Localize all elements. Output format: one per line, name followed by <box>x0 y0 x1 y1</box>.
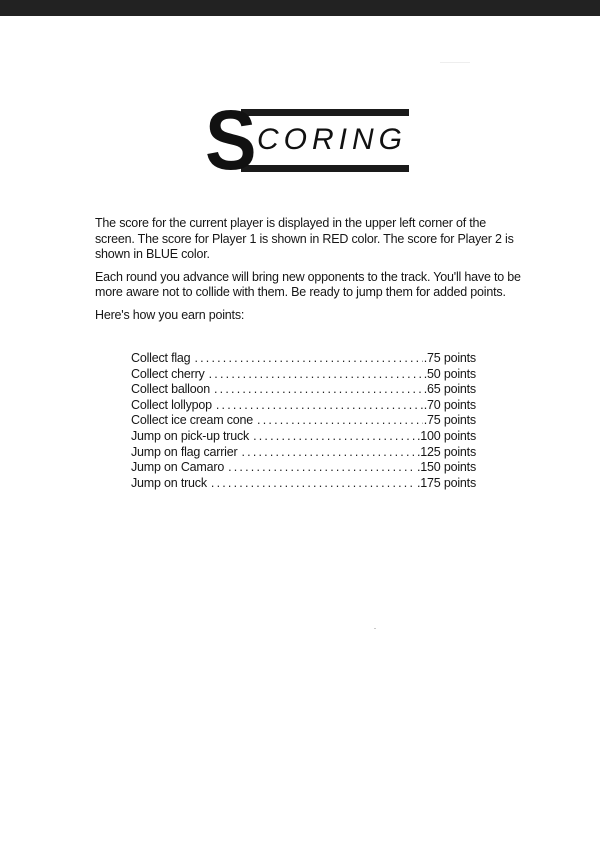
points-item-label: Collect flag <box>131 351 191 365</box>
points-item-value: .75 points <box>423 413 476 428</box>
points-item-label: Jump on pick-up truck <box>131 428 250 443</box>
points-item-label: Collect lollypop <box>131 397 212 412</box>
points-item-value: .70 points <box>423 397 476 412</box>
paragraph-points-intro: Here's how you earn points: <box>95 307 245 322</box>
points-row <box>131 398 476 414</box>
points-item-label: Collect balloon <box>131 382 210 397</box>
points-item-value: .50 points <box>423 366 476 381</box>
points-item-label: Collect ice cream cone <box>131 413 254 428</box>
dot-leader <box>216 398 423 414</box>
points-row <box>131 429 476 445</box>
points-item-value: .150 points <box>417 460 476 475</box>
points-item-label: Jump on flag carrier <box>131 444 238 459</box>
points-item-label: Jump on truck <box>131 475 207 490</box>
dot-leader <box>257 413 423 429</box>
dot-leader <box>241 445 416 461</box>
title-initial-letter: S <box>205 93 257 187</box>
dot-leader <box>253 429 416 445</box>
points-item-label: Jump on Camaro <box>131 460 225 475</box>
points-table <box>131 351 476 491</box>
paragraph-score-display: The score for the current player is displayed in the upper left corner of the screen. The score for Player 1 is shown in RED color. The score for Player 2 is shown in BLUE color. <box>95 216 514 261</box>
points-row <box>131 445 476 461</box>
points-item-label: Collect cherry <box>131 366 205 381</box>
points-item-value: .100 points <box>417 428 476 443</box>
title-upper-bar <box>241 109 409 116</box>
points-item-value: .125 points <box>417 444 476 459</box>
dot-leader <box>209 367 423 383</box>
points-row <box>131 367 476 383</box>
title-text: CORING <box>257 123 407 156</box>
points-row <box>131 460 476 476</box>
body-text <box>95 216 525 330</box>
paper-speck <box>440 62 470 63</box>
page-top-edge <box>0 0 600 16</box>
points-row <box>131 382 476 398</box>
paper-speck <box>374 628 376 629</box>
dot-leader <box>228 460 416 476</box>
dot-leader <box>214 382 423 398</box>
points-row <box>131 476 476 492</box>
section-title <box>205 93 410 187</box>
points-item-value: .75 points <box>423 351 476 365</box>
points-row <box>131 413 476 429</box>
dot-leader <box>194 351 422 367</box>
paragraph-opponents: Each round you advance will bring new opponents to the track. You'll have to be more aware not to collide with them. Be ready to jump them for added points. <box>95 269 521 299</box>
points-item-value: .65 points <box>423 382 476 397</box>
points-row <box>131 351 476 367</box>
points-item-value: .175 points <box>417 475 476 490</box>
dot-leader <box>211 476 416 492</box>
title-lower-bar <box>241 165 409 172</box>
